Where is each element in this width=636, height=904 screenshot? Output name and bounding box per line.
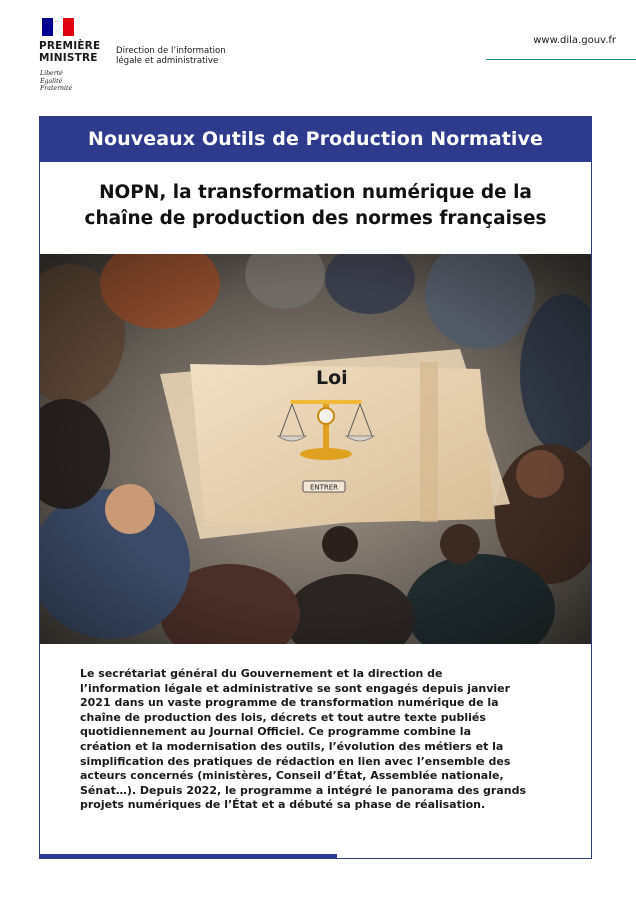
body-line: quotidiennement au Journal Officiel. Ce programme combine la <box>80 725 472 739</box>
page-subtitle <box>50 180 581 232</box>
gov-title-line: PREMIÈRE <box>39 40 101 52</box>
gov-title <box>39 40 100 64</box>
gov-title-line: MINISTRE <box>39 52 98 64</box>
body-line: chaîne de production des lois, décrets et tout autre texte publiés <box>80 710 486 724</box>
meeting-photo <box>40 254 591 644</box>
meeting-photo-illustration <box>40 254 591 644</box>
dila-name-line: légale et administrative <box>116 56 219 66</box>
dila-name <box>116 46 226 66</box>
body-line: création et la modernisation des outils, l’évolution des métiers et la <box>80 739 504 753</box>
body-line: Sénat…). Depuis 2022, le programme a intégré le panorama des grands <box>80 783 527 797</box>
banner-title: Nouveaux Outils de Production Normative <box>87 128 544 150</box>
body-paragraph <box>80 667 560 813</box>
subtitle-line: chaîne de production des normes françaises <box>84 208 547 229</box>
body-line: simplification des pratiques de rédaction en lien avec l’ensemble des <box>80 754 511 768</box>
motto-line: Égalité <box>40 77 63 85</box>
body-line: l’information légale et administrative se sont engagés depuis janvier <box>80 681 511 695</box>
motto-line: Fraternité <box>40 85 73 92</box>
dila-name-line: Direction de l’information <box>116 46 226 56</box>
body-line: Le secrétariat général du Gouvernement et la direction de <box>80 667 443 680</box>
republic-motto <box>40 70 72 93</box>
body-line: acteurs concernés (ministères, Conseil d’État, Assemblée nationale, <box>80 769 504 783</box>
motto-line: Liberté <box>40 70 63 77</box>
title-banner <box>39 116 592 162</box>
body-line: projets numériques de l’État et a débuté sa phase de réalisation. <box>80 798 486 812</box>
url-underline-rule <box>486 59 636 60</box>
marianne-logo-icon <box>42 18 74 36</box>
body-line: 2021 dans un vaste programme de transformation numérique de la <box>80 696 499 710</box>
subtitle-line: NOPN, la transformation numérique de la <box>99 182 532 203</box>
page-header <box>0 0 636 110</box>
site-url-link[interactable]: www.dila.gouv.fr <box>533 35 616 46</box>
footer-accent-bar <box>39 854 337 859</box>
